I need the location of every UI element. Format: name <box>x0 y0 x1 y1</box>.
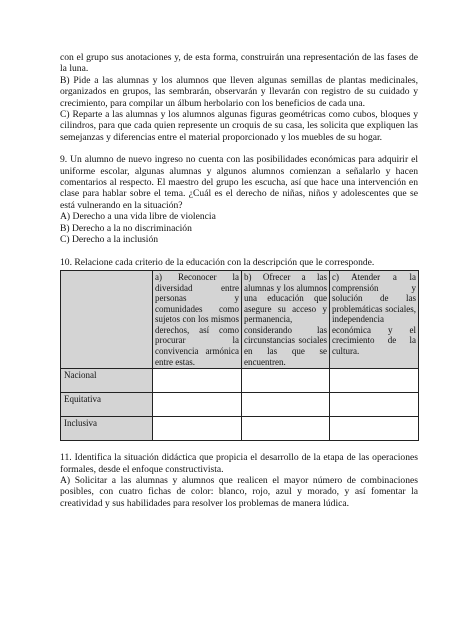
question8-continuation: con el grupo sus anotaciones y, de esta forma, construirán una representación de las fases de la luna. <box>60 52 418 75</box>
criteria-table <box>60 270 419 441</box>
answer-cell[interactable] <box>330 369 419 393</box>
table-header-row <box>61 270 419 368</box>
question9-stem: 9. Un alumno de nuevo ingreso no cuenta con las posibilidades económicas para adquirir el uniforme escolar, algunas alumnas y algunos alumnos comienzan a señalarlo y hacen comentarios al respecto. El maestro del grupo les escucha, así que hace una intervención en clase para hablar sobre el tema. ¿Cuál es el derecho de niñas, niños y adolescentes que se está vulnerando en la situación? <box>60 154 418 211</box>
document-page <box>60 52 418 509</box>
question8-option-b: B) Pide a las alumnas y los alumnos que lleven algunas semillas de plantas medicinales, organizados en grupos, las sembrarán, observarán y llevarán con registro de su cuidado y crecimiento, para compilar un álbum herbolario con los beneficios de cada una. <box>60 74 418 109</box>
answer-cell[interactable] <box>242 393 330 417</box>
table-row <box>61 369 419 393</box>
answer-cell[interactable] <box>153 369 242 393</box>
description-a: a) Reconocer la diversidad entre personas y comunidades como sujetos con los mismos derechos, así como procurar la convivencia armónica entre estas. <box>153 270 242 368</box>
table-row <box>61 417 419 441</box>
answer-cell[interactable] <box>330 393 419 417</box>
description-c: c) Atender a la comprensión y solución de las problemáticas sociales, independencia económica y el crecimiento de la cultura. <box>330 270 419 368</box>
question9-option-c: C) Derecho a la inclusión <box>60 234 159 246</box>
question10-stem: 10. Relacione cada criterio de la educación con la descripción que le corresponde. <box>60 256 375 268</box>
description-b: b) Ofrecer a las alumnas y los alumnos una educación que asegure su acceso y permanencia, considerando las circunstancias sociales en las que se encuentren. <box>242 270 330 368</box>
table-corner-cell <box>61 270 153 368</box>
question9-option-b: B) Derecho a la no discriminación <box>60 222 192 234</box>
question9-option-a: A) Derecho a una vida libre de violencia <box>60 211 216 223</box>
question11-option-a: A) Solicitar a las alumnas y alumnos que realicen el mayor número de combinaciones posibles, con cuatro fichas de color: blanco, rojo, azul y morado, y así fomentar la creatividad y sus habilidades para resolver los problemas de manera lúdica. <box>60 475 418 509</box>
table-row <box>61 393 419 417</box>
question8-option-c: C) Reparte a las alumnas y los alumnos algunas figuras geométricas como cubos, bloques y cilindros, para que cada quien represente un croquis de su casa, les solicita que expliquen las semejanzas y diferencias entre el material proporcionado y los muebles de su hogar. <box>60 109 418 143</box>
criterion-label: Equitativa <box>61 393 153 417</box>
criterion-label: Nacional <box>61 369 153 393</box>
answer-cell[interactable] <box>242 369 330 393</box>
answer-cell[interactable] <box>330 417 419 441</box>
answer-cell[interactable] <box>153 417 242 441</box>
answer-cell[interactable] <box>242 417 330 441</box>
answer-cell[interactable] <box>153 393 242 417</box>
question11-stem: 11. Identifica la situación didáctica que propicia el desarrollo de la etapa de las operaciones formales, desde el enfoque constructivista. <box>60 452 418 475</box>
criterion-label: Inclusiva <box>61 417 153 441</box>
